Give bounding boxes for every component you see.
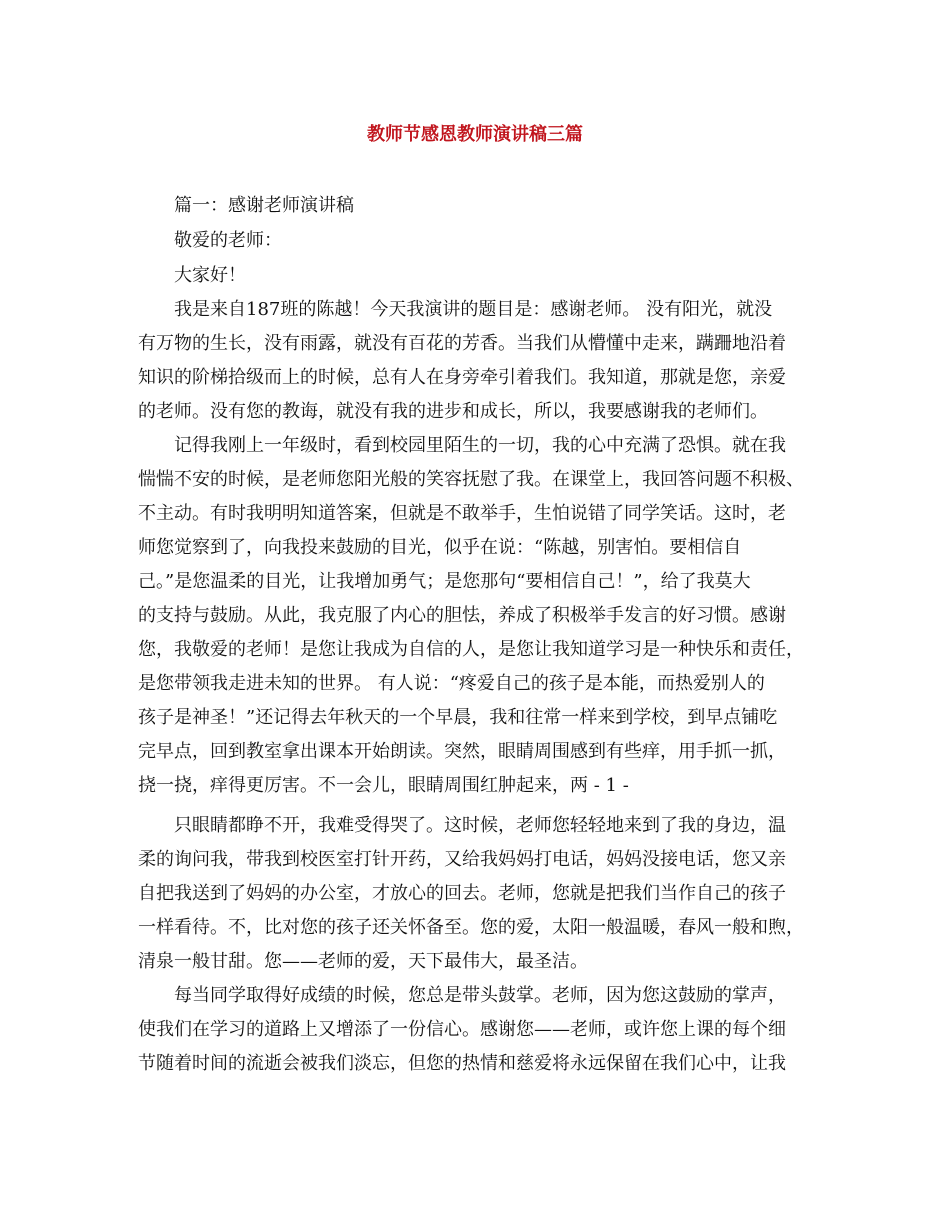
- document-title: 教师节感恩教师演讲稿三篇: [367, 124, 583, 145]
- text-line: 是您带领我走进未知的世界。 有人说：“疼爱自己的孩子是本能，而热爱别人的: [138, 673, 765, 694]
- text-line: 您，我敬爱的老师！是您让我成为自信的人，是您让我知道学习是一种快乐和责任，: [138, 639, 804, 660]
- text-line: 知识的阶梯拾级而上的时候，总有人在身旁牵引着我们。我知道，那就是您，亲爱: [138, 367, 786, 388]
- text-line: 每当同学取得好成绩的时候，您总是带头鼓掌。老师，因为您这鼓励的掌声，: [174, 985, 786, 1006]
- text-line: 的老师。没有您的教诲，就没有我的进步和成长，所以，我要感谢我的老师们。: [138, 401, 768, 422]
- text-line: 我是来自187班的陈越！今天我演讲的题目是：感谢老师。 没有阳光，就没: [174, 299, 773, 320]
- text-line: 完早点，回到教室拿出课本开始朗读。突然，眼睛周围感到有些痒，用手抓一抓，: [138, 741, 786, 762]
- text-line: 的支持与鼓励。从此，我克服了内心的胆怯，养成了积极举手发言的好习惯。感谢: [138, 605, 786, 626]
- text-line: 大家好！: [174, 265, 246, 286]
- text-line: 篇一：感谢老师演讲稿: [174, 195, 354, 216]
- text-line: 自把我送到了妈妈的办公室，才放心的回去。老师，您就是把我们当作自己的孩子: [138, 883, 786, 904]
- text-line: 不主动。有时我明明知道答案，但就是不敢举手，生怕说错了同学笑话。这时，老: [138, 503, 786, 524]
- text-line: 记得我刚上一年级时，看到校园里陌生的一切，我的心中充满了恐惧。就在我: [174, 435, 786, 456]
- text-line: 师您觉察到了，向我投来鼓励的目光，似乎在说：“陈越，别害怕。要相信自: [138, 537, 742, 558]
- text-line: 柔的询问我，带我到校医室打针开药，又给我妈妈打电话，妈妈没接电话，您又亲: [138, 849, 786, 870]
- text-line: 只眼睛都睁不开，我难受得哭了。这时候，老师您轻轻地来到了我的身边，温: [174, 815, 786, 836]
- text-line: 清泉一般甘甜。您——老师的爱，天下最伟大，最圣洁。: [138, 951, 588, 972]
- text-line: 敬爱的老师：: [174, 230, 282, 251]
- text-line: 一样看待。不，比对您的孩子还关怀备至。您的爱，太阳一般温暖，春风一般和煦，: [138, 917, 804, 938]
- text-line: 惴惴不安的时候，是老师您阳光般的笑容抚慰了我。在课堂上，我回答问题不积极、: [138, 469, 804, 490]
- text-line: 有万物的生长，没有雨露，就没有百花的芳香。当我们从懵懂中走来，蹒跚地沿着: [138, 333, 786, 354]
- text-line: 孩子是神圣！”还记得去年秋天的一个早晨，我和往常一样来到学校，到早点铺吃: [138, 707, 778, 728]
- text-line: 节随着时间的流逝会被我们淡忘，但您的热情和慈爱将永远保留在我们心中，让我: [138, 1053, 786, 1074]
- text-line: 挠一挠，痒得更厉害。不一会儿，眼睛周围红肿起来，两 - 1 -: [138, 775, 629, 796]
- text-line: 使我们在学习的道路上又增添了一份信心。感谢您——老师，或许您上课的每个细: [138, 1019, 786, 1040]
- text-line: 己。”是您温柔的目光，让我增加勇气；是您那句“要相信自己！”，给了我莫大: [138, 571, 751, 592]
